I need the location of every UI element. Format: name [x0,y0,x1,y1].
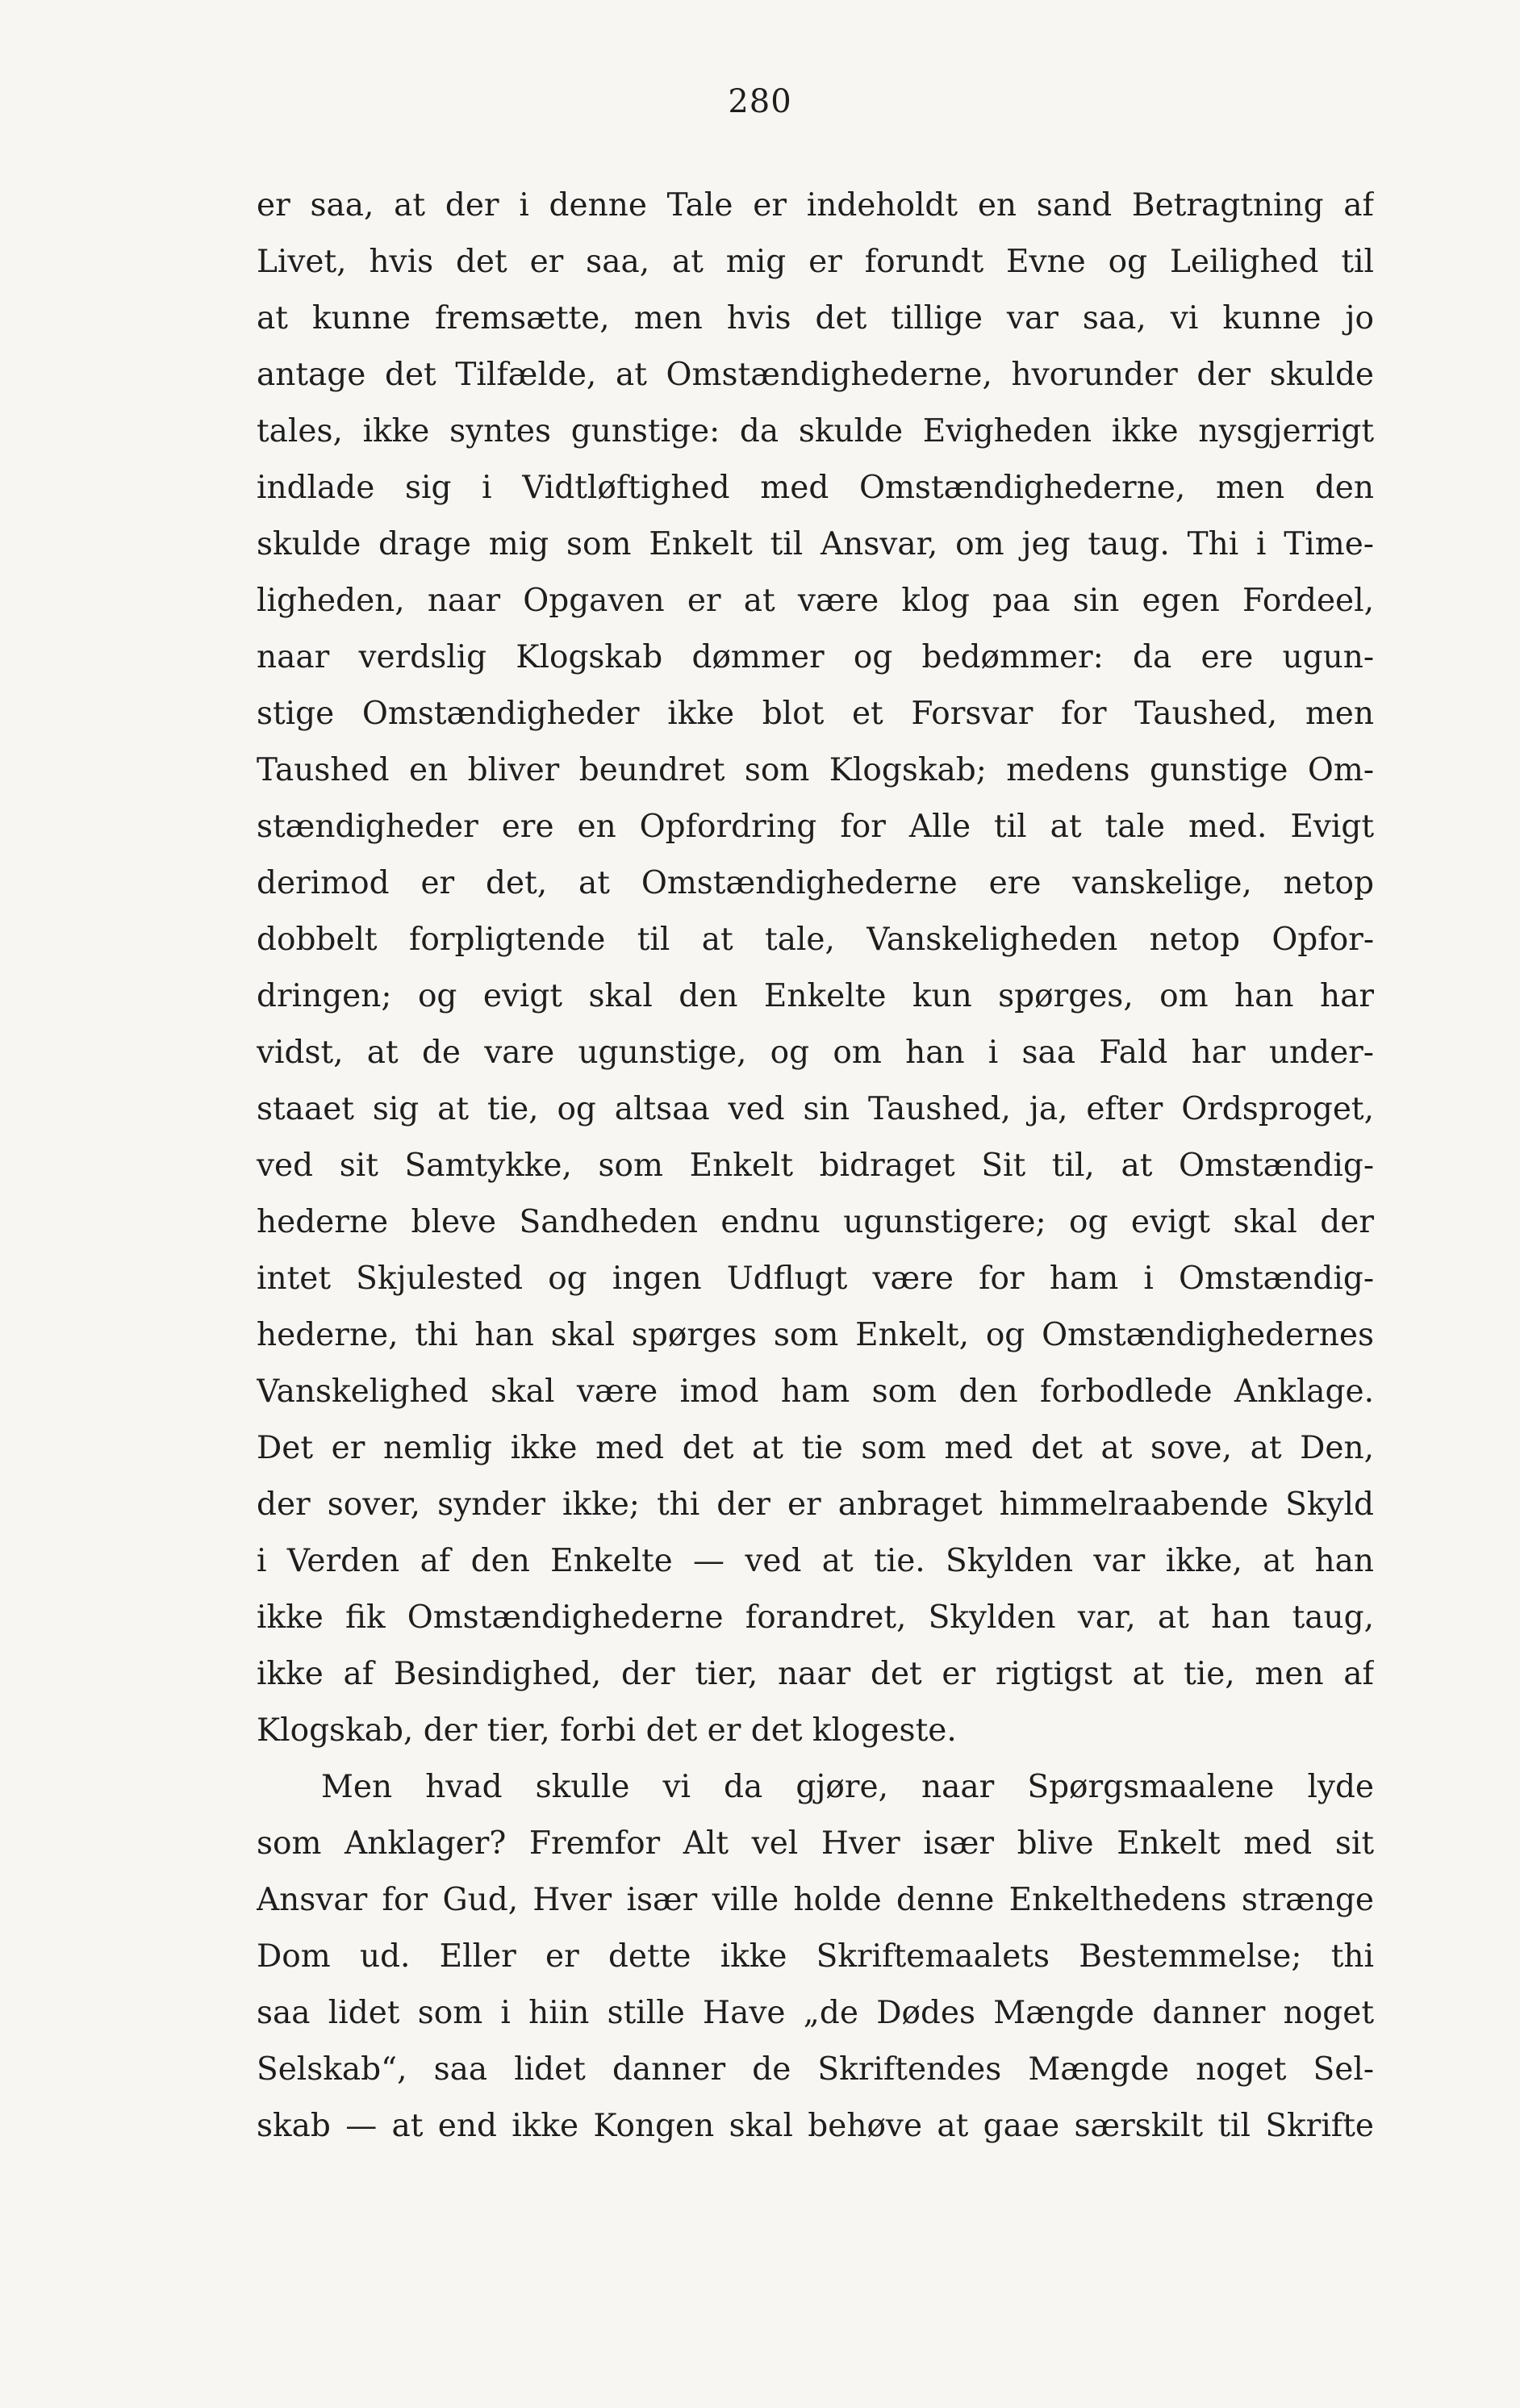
text-line: hederne bleve Sandheden endnu ugunstigere; og evigt skal der [257,1204,1374,1240]
text-line: at kunne fremsætte, men hvis det tillige var saa, vi kunne jo [257,300,1374,337]
text-line: i Verden af den Enkelte — ved at tie. Skylden var ikke, at han [257,1543,1374,1579]
text-line: stige Omstændigheder ikke blot et Forsvar for Taushed, men [257,696,1374,732]
text-line: der sover, synder ikke; thi der er anbraget himmelraabende Skyld [257,1486,1374,1523]
text-line: naar verdslig Klogskab dømmer og bedømmer: da ere ugun- [257,639,1374,675]
text-line: staaet sig at tie, og altsaa ved sin Taushed, ja, efter Ordsproget, [257,1091,1374,1127]
page-number: 280 [728,83,792,120]
text-line: ved sit Samtykke, som Enkelt bidraget Sit til, at Omstændig- [257,1148,1374,1184]
text-line: er saa, at der i denne Tale er indeholdt en sand Betragtning af [257,187,1374,224]
text-line: intet Skjulested og ingen Udflugt være for ham i Omstændig- [257,1260,1374,1297]
text-line: som Anklager? Fremfor Alt vel Hver især blive Enkelt med sit [257,1825,1374,1862]
text-line: antage det Tilfælde, at Omstændighederne, hvorunder der skulde [257,357,1374,393]
text-line: skab — at end ikke Kongen skal behøve at gaae særskilt til Skrifte [257,2108,1374,2144]
text-line: dobbelt forpligtende til at tale, Vanskeligheden netop Opfor- [257,922,1374,958]
text-line: Det er nemlig ikke med det at tie som med det at sove, at Den, [257,1430,1374,1466]
text-line: Vanskelighed skal være imod ham som den forbodlede Anklage. [257,1373,1374,1410]
text-line: Livet, hvis det er saa, at mig er forundt Evne og Leilighed til [257,244,1374,280]
text-line: Selskab“, saa lidet danner de Skriftendes Mængde noget Sel- [257,2051,1374,2088]
text-line: ligheden, naar Opgaven er at være klog paa sin egen Fordeel, [257,583,1374,619]
text-line: stændigheder ere en Opfordring for Alle til at tale med. Evigt [257,809,1374,845]
text-line: Taushed en bliver beundret som Klogskab; medens gunstige Om- [257,752,1374,788]
text-line: Dom ud. Eller er dette ikke Skriftemaalets Bestemmelse; thi [257,1938,1374,1975]
text-line: saa lidet som i hiin stille Have „de Dødes Mængde danner noget [257,1995,1374,2031]
text-line: indlade sig i Vidtløftighed med Omstændighederne, men den [257,470,1374,506]
text-line: ikke fik Omstændighederne forandret, Skylden var, at han taug, [257,1599,1374,1636]
text-line: vidst, at de vare ugunstige, og om han i saa Fald har under- [257,1035,1374,1071]
body-text [257,178,1374,2155]
text-line: dringen; og evigt skal den Enkelte kun spørges, om han har [257,978,1374,1014]
text-line: Klogskab, der tier, forbi det er det klogeste. [257,1712,957,1749]
text-line: Ansvar for Gud, Hver især ville holde denne Enkelthedens strænge [257,1882,1374,1918]
text-line: derimod er det, at Omstændighederne ere vanskelige, netop [257,865,1374,901]
text-line: Men hvad skulle vi da gjøre, naar Spørgsmaalene lyde [321,1769,1374,1805]
text-line: skulde drage mig som Enkelt til Ansvar, om jeg taug. Thi i Time- [257,526,1374,562]
text-line: hederne, thi han skal spørges som Enkelt, og Omstændighedernes [257,1317,1374,1353]
text-line: tales, ikke syntes gunstige: da skulde Evigheden ikke nysgjerrigt [257,413,1374,449]
text-line: ikke af Besindighed, der tier, naar det er rigtigst at tie, men af [257,1656,1374,1692]
